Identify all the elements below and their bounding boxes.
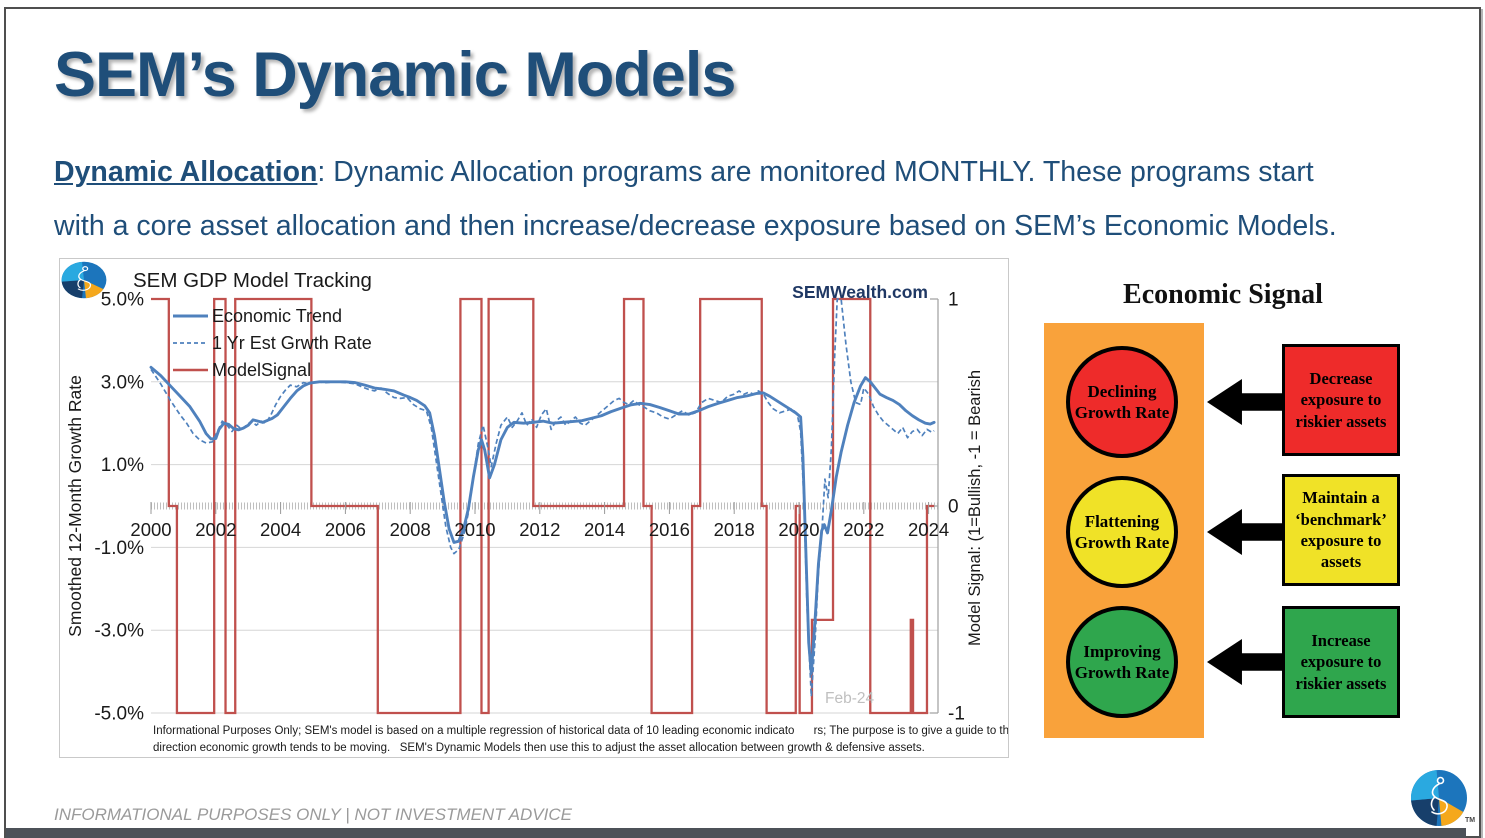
- signal-box-maintain: Maintain a ‘benchmark’ exposure to assets: [1282, 474, 1400, 586]
- y-left-tick-label: 5.0%: [100, 289, 144, 311]
- economic-signal-title: Economic Signal: [1123, 279, 1323, 310]
- legend-label-signal: ModelSignal: [212, 360, 312, 380]
- legend-label-trend: Economic Trend: [212, 306, 343, 326]
- latest-point-annotation: Feb-24: [825, 690, 875, 707]
- y-left-tick-label: -5.0%: [94, 703, 144, 725]
- x-tick-label: 2020: [778, 519, 820, 540]
- x-tick-label: 2010: [454, 519, 496, 540]
- body-line2: with a core asset allocation and then increase/decrease exposure based on SEM’s Economic Models.: [54, 210, 1337, 242]
- left-arrow-icon: [1207, 379, 1283, 425]
- x-tick-label: 2006: [324, 519, 366, 540]
- footer-bar: [6, 828, 1466, 838]
- chart-title: SEM GDP Model Tracking: [133, 269, 372, 292]
- y-right-tick-label: 1: [948, 289, 959, 311]
- chart-legend: [173, 306, 372, 380]
- y-left-tick-label: -3.0%: [94, 620, 144, 642]
- series-est-growth-rate: [151, 299, 934, 696]
- x-tick-label: 2008: [389, 519, 431, 540]
- y-right-axis-title: Model Signal: (1=Bullish, -1 = Bearish: [966, 369, 984, 647]
- gdp-chart: [60, 259, 1008, 757]
- left-arrow-icon: [1207, 509, 1283, 555]
- signal-box-increase: Increase exposure to riskier assets: [1282, 606, 1400, 718]
- chart-disclaimer-line1: Informational Purposes Only; SEM's model is based on a multiple regression of historical data of 10 leading economic indicato rs; The purpose is to give a guide to the: [153, 725, 1008, 737]
- x-tick-label: 2014: [584, 519, 626, 540]
- x-tick-label: 2024: [908, 519, 950, 540]
- y-left-tick-label: 3.0%: [100, 372, 144, 394]
- chart-disclaimer-line2: direction economic growth tends to be moving. SEM's Dynamic Models then use this to adjust the asset allocation between growth & defensive assets.: [153, 742, 925, 754]
- x-tick-label: 2018: [713, 519, 755, 540]
- x-tick-label: 2012: [519, 519, 561, 540]
- signal-circle-improving: Improving Growth Rate: [1066, 606, 1178, 718]
- signal-box-decrease: Decrease exposure to riskier assets: [1282, 344, 1400, 456]
- x-tick-label: 2004: [260, 519, 302, 540]
- y-left-tick-label: 1.0%: [100, 455, 144, 477]
- economic-signal-panel: [1026, 269, 1446, 759]
- x-tick-label: 2002: [195, 519, 237, 540]
- watermark-link: SEMWealth.com: [792, 282, 928, 302]
- signal-circle-flattening: Flattening Growth Rate: [1066, 476, 1178, 588]
- y-right-tick-label: -1: [948, 703, 965, 725]
- body-rest: : Dynamic Allocation programs are monitored MONTHLY. These programs start: [317, 156, 1314, 188]
- body-paragraph: [54, 145, 1444, 253]
- slide-frame: [4, 7, 1481, 838]
- left-arrow-icon: [1207, 639, 1283, 685]
- footer-disclaimer: INFORMATIONAL PURPOSES ONLY | NOT INVESTMENT ADVICE: [54, 805, 572, 824]
- legend-label-estimate: 1 Yr Est Grwth Rate: [212, 333, 372, 353]
- y-right-tick-label: 0: [948, 496, 959, 518]
- x-tick-label: 2000: [130, 519, 172, 540]
- body-lead-underlined: Dynamic Allocation: [54, 156, 318, 188]
- y-left-axis-title: Smoothed 12-Month Growth Rate: [65, 375, 85, 637]
- page-title: SEM’s Dynamic Models: [54, 40, 736, 110]
- sem-logo-icon: [62, 262, 107, 298]
- gdp-chart-panel: [59, 258, 1009, 758]
- trademark-symbol: TM: [1465, 817, 1476, 824]
- x-tick-label: 2016: [648, 519, 690, 540]
- signal-circle-declining: Declining Growth Rate: [1066, 346, 1178, 458]
- x-tick-label: 2022: [843, 519, 885, 540]
- y-left-tick-label: -1.0%: [94, 537, 144, 559]
